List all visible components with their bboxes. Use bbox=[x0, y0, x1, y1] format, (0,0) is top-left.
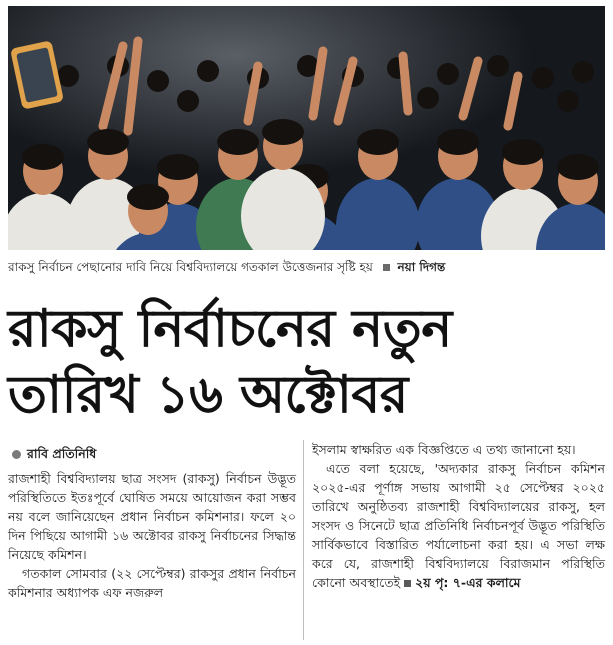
caption-text: রাকসু নির্বাচন পেছানোর দাবি নিয়ে বিশ্ববিদ্যালয়ে গতকাল উত্তেজনার সৃষ্টি হয় bbox=[8, 260, 373, 274]
article-column-left bbox=[8, 444, 296, 602]
crowd-photo-illustration bbox=[8, 6, 605, 250]
column-divider bbox=[303, 440, 304, 640]
article-paragraph bbox=[312, 459, 605, 592]
byline bbox=[8, 444, 296, 463]
crowd-head bbox=[487, 55, 509, 77]
raised-arm bbox=[403, 56, 408, 111]
photo-credit: নয়া দিগন্ত bbox=[397, 260, 446, 274]
byline-text: রাবি প্রতিনিধি bbox=[27, 446, 97, 461]
byline-dot-icon bbox=[12, 450, 21, 459]
crowd-head bbox=[532, 67, 554, 89]
article-paragraph: রাজশাহী বিশ্ববিদ্যালয় ছাত্র সংসদ (রাকসু) নির্বাচন উদ্ভূত পরিস্থিতিতে ইতঃপূর্বে ঘোষিত সময়ে আয়োজন করা সম্ভব নয় বলে জানিয়েছেন প্রধান নির্বাচন কমিশনার। ফলে ২০ দিন পিছিয়ে আগামী ১৬ অক্টোবর রাকসু নির্বাচনের সিদ্ধান্ত নিয়েছে কমিশন। bbox=[8, 471, 296, 562]
article-column-right bbox=[312, 440, 605, 592]
crowd-head bbox=[437, 63, 459, 85]
jump-text: ২য় পৃ: ৭-এর কলামে bbox=[415, 575, 521, 590]
caption-square-icon bbox=[383, 264, 390, 271]
crowd-head bbox=[177, 90, 199, 112]
person-hair bbox=[87, 129, 129, 155]
crowd-head bbox=[147, 70, 169, 92]
jump-square-icon bbox=[404, 580, 411, 587]
person-hair bbox=[262, 119, 304, 145]
article-paragraph: ইসলাম স্বাক্ষরিত এক বিজ্ঞপ্তিতে এ তথ্য জানানো হয়। bbox=[312, 442, 576, 457]
person-hair bbox=[22, 144, 64, 170]
person-hair bbox=[557, 154, 599, 180]
person-hair bbox=[437, 129, 479, 155]
photo-caption bbox=[8, 256, 605, 278]
person-hair bbox=[127, 184, 169, 210]
person-hair bbox=[502, 139, 544, 165]
crowd-head bbox=[417, 87, 439, 109]
article-paragraph: গতকাল সোমবার (২২ সেপ্টেম্বর) রাকসুর প্রধান নির্বাচন কমিশনার অধ্যাপক এফ নজরুল bbox=[8, 566, 296, 600]
headline bbox=[8, 296, 605, 428]
crowd-head bbox=[572, 61, 594, 83]
person-hair bbox=[357, 129, 399, 155]
headline-line-2: তারিখ ১৬ অক্টোবর bbox=[8, 365, 408, 425]
headline-line-1: রাকসু নির্বাচনের নতুন bbox=[8, 299, 452, 359]
news-photo bbox=[8, 6, 605, 250]
crowd-head bbox=[557, 90, 579, 112]
article-paragraph-text: এতে বলা হয়েছে, 'অদ্যকার রাকসু নির্বাচন কমিশন ২০২৫-এর পূর্ণাঙ্গ সভায় আগামী ২৫ সেপ্টেম্বর ২০২৫ তারিখে অনুষ্ঠিতব্য রাজশাহী বিশ্ববিদ্যালয়ের রাকসু, হল সংসদ ও সিনেটে ছাত্র প্রতিনিধি নির্বাচনপূর্ব উদ্ভূত পরিস্থিতি সার্বিকভাবে বিস্তারিত পর্যালোচনা করা হয়। এ সভা লক্ষ করে যে, রাজশাহী বিশ্ববিদ্যালয়ে বিরাজমান পরিস্থিতি কোনো অবস্থাতেই bbox=[312, 461, 605, 590]
person-hair bbox=[157, 154, 199, 180]
person-hair bbox=[217, 129, 259, 155]
continued-jump bbox=[400, 575, 520, 590]
crowd-head bbox=[197, 60, 219, 82]
